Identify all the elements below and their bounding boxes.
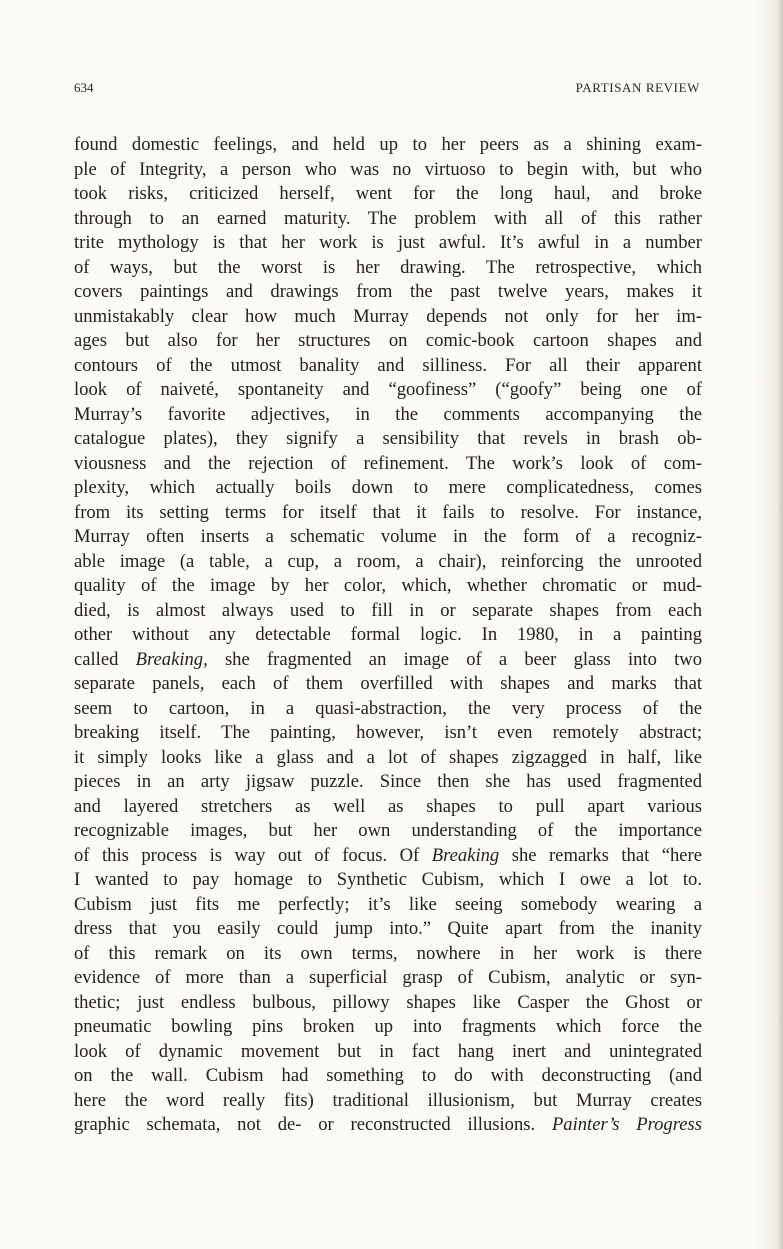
text-line bbox=[74, 746, 702, 771]
text-line bbox=[74, 158, 702, 183]
text-segment: ages but also for her structures on comic-book cartoon shapes and bbox=[74, 330, 702, 351]
text-line bbox=[74, 207, 702, 232]
text-line bbox=[74, 501, 702, 526]
text-segment: contours of the utmost banality and silliness. For all their apparent bbox=[74, 354, 702, 376]
text-segment: and layered stretchers as well as shapes to pull apart various bbox=[74, 795, 702, 817]
text-line bbox=[74, 378, 702, 403]
text-line bbox=[74, 1113, 702, 1138]
text-line bbox=[74, 1089, 702, 1114]
text-segment: Cubism just fits me perfectly; it’s like seeing somebody wearing a bbox=[74, 893, 702, 915]
text-segment: through to an earned maturity. The problem with all of this rather bbox=[74, 207, 702, 229]
text-line bbox=[74, 427, 702, 452]
text-line bbox=[74, 917, 702, 942]
text-line bbox=[74, 403, 702, 428]
text-segment: found domestic feelings, and held up to her peers as a shining exam- bbox=[74, 134, 702, 155]
text-segment: covers paintings and drawings from the past twelve years, makes it bbox=[74, 281, 702, 302]
text-line bbox=[74, 280, 702, 305]
text-segment: evidence of more than a superficial grasp of Cubism, analytic or syn- bbox=[74, 967, 702, 988]
text-segment: breaking itself. The painting, however, isn’t even remotely abstract; bbox=[74, 722, 702, 743]
text-line bbox=[74, 648, 702, 673]
text-segment: it simply looks like a glass and a lot of shapes zigzagged in half, like bbox=[74, 746, 702, 768]
text-segment: Murray’s favorite adjectives, in the comments accompanying the bbox=[74, 403, 702, 425]
text-line bbox=[74, 133, 702, 158]
text-line bbox=[74, 550, 702, 575]
text-segment: from its setting terms for itself that it fails to resolve. For instance, bbox=[74, 501, 702, 523]
text-segment: dress that you easily could jump into.” Quite apart from the inanity bbox=[74, 918, 702, 939]
text-segment: of this process is way out of focus. Of bbox=[74, 844, 432, 866]
text-segment: died, is almost always used to fill in or separate shapes from each bbox=[74, 599, 702, 621]
text-segment: separate panels, each of them overfilled with shapes and marks that bbox=[74, 673, 702, 694]
text-segment: quality of the image by her color, which, whether chromatic or mud- bbox=[74, 575, 702, 596]
text-segment: she fragmented an image of a beer glass into two bbox=[207, 648, 702, 670]
text-line bbox=[74, 966, 702, 991]
text-line bbox=[74, 795, 702, 820]
text-segment: catalogue plates), they signify a sensibility that revels in brash ob- bbox=[74, 428, 702, 449]
text-line bbox=[74, 770, 702, 795]
text-line bbox=[74, 525, 702, 550]
text-line bbox=[74, 991, 702, 1016]
page-header bbox=[74, 80, 700, 98]
text-line bbox=[74, 452, 702, 477]
text-segment: other without any detectable formal logic. In 1980, in a painting bbox=[74, 624, 702, 645]
text-segment: I wanted to pay homage to Synthetic Cubism, which I owe a lot to. bbox=[74, 869, 702, 890]
running-head: PARTISAN REVIEW bbox=[575, 80, 700, 95]
page-number: 634 bbox=[74, 80, 94, 95]
page-edge-shadow bbox=[777, 0, 783, 1249]
text-segment: trite mythology is that her work is just awful. It’s awful in a number bbox=[74, 232, 702, 253]
text-segment: viousness and the rejection of refinement. The work’s look of com- bbox=[74, 452, 702, 474]
text-line bbox=[74, 574, 702, 599]
text-line bbox=[74, 1064, 702, 1089]
text-line bbox=[74, 256, 702, 281]
text-line bbox=[74, 942, 702, 967]
italic-title: Breaking, bbox=[135, 648, 208, 670]
text-line bbox=[74, 1015, 702, 1040]
text-line bbox=[74, 231, 702, 256]
text-line bbox=[74, 182, 702, 207]
text-line bbox=[74, 476, 702, 501]
text-segment: here the word really fits) traditional illusionism, but Murray creates bbox=[74, 1089, 702, 1111]
text-segment: thetic; just endless bulbous, pillowy shapes like Casper the Ghost or bbox=[74, 991, 702, 1013]
text-segment: seem to cartoon, in a quasi-abstraction, the very process of the bbox=[74, 697, 702, 719]
text-segment: pneumatic bowling pins broken up into fragments which force the bbox=[74, 1016, 702, 1037]
text-line bbox=[74, 697, 702, 722]
text-segment: pieces in an arty jigsaw puzzle. Since then she has used fragmented bbox=[74, 771, 702, 792]
text-line bbox=[74, 672, 702, 697]
text-line bbox=[74, 1040, 702, 1065]
text-line bbox=[74, 721, 702, 746]
text-line bbox=[74, 305, 702, 330]
text-line bbox=[74, 893, 702, 918]
text-segment: on the wall. Cubism had something to do with deconstructing (and bbox=[74, 1065, 702, 1086]
text-line bbox=[74, 819, 702, 844]
text-line bbox=[74, 868, 702, 893]
text-segment: look of naiveté, spontaneity and “goofiness” (“goofy” being one of bbox=[74, 379, 702, 400]
text-segment: look of dynamic movement but in fact hang inert and unintegrated bbox=[74, 1040, 702, 1062]
text-segment: of this remark on its own terms, nowhere in her work is there bbox=[74, 942, 702, 964]
text-segment: called bbox=[74, 648, 136, 670]
text-line bbox=[74, 844, 702, 869]
text-segment: plexity, which actually boils down to mere complicatedness, comes bbox=[74, 477, 702, 498]
text-segment: ple of Integrity, a person who was no virtuoso to begin with, but who bbox=[74, 158, 702, 180]
body-text bbox=[74, 133, 702, 1138]
text-line bbox=[74, 354, 702, 379]
text-segment: graphic schemata, not de- or reconstructed illusions. bbox=[74, 1114, 552, 1135]
text-segment: Murray often inserts a schematic volume in the form of a recogniz- bbox=[74, 526, 702, 547]
text-line bbox=[74, 623, 702, 648]
text-segment: took risks, criticized herself, went for the long haul, and broke bbox=[74, 183, 702, 204]
text-segment: unmistakably clear how much Murray depends not only for her im- bbox=[74, 305, 702, 327]
text-segment: of ways, but the worst is her drawing. The retrospective, which bbox=[74, 256, 702, 278]
text-segment: able image (a table, a cup, a room, a chair), reinforcing the unrooted bbox=[74, 550, 702, 572]
text-segment: recognizable images, but her own understanding of the importance bbox=[74, 820, 702, 841]
italic-title: Painter’s Progress bbox=[551, 1114, 702, 1135]
text-segment: she remarks that “here bbox=[499, 844, 702, 866]
text-line bbox=[74, 599, 702, 624]
text-line bbox=[74, 329, 702, 354]
italic-title: Breaking bbox=[431, 844, 500, 866]
